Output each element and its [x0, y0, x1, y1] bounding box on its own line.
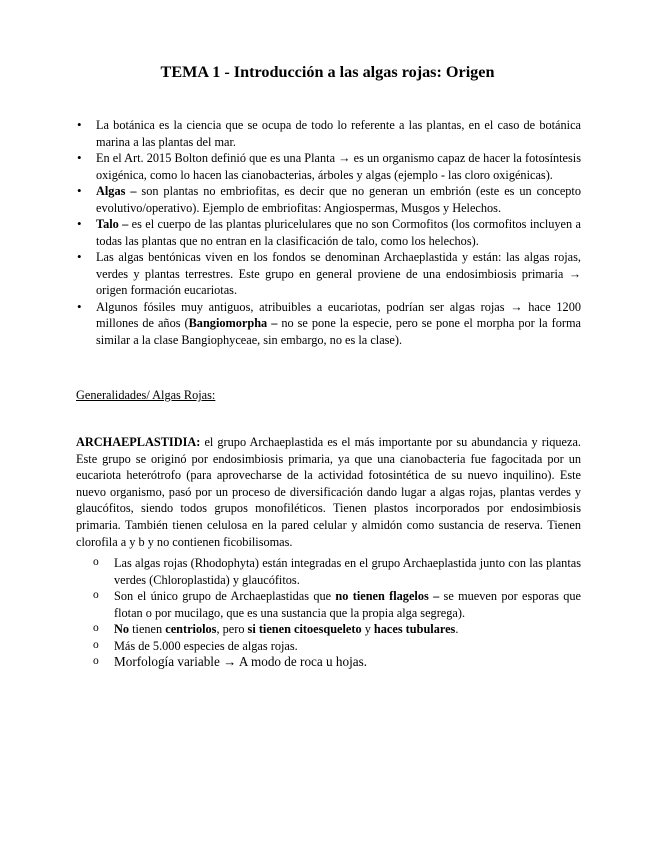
term-no-flagelos: no tienen flagelos – [335, 589, 440, 603]
term-haces-tubulares: haces tubulares [373, 622, 456, 636]
bullet-text: En el Art. 2015 Bolton definió que es una Planta → es un organismo capaz de hacer la fotosíntesis oxigénica, como lo hacen las cianobacterias, árboles y algas (ejemplo - las cloro oxigénicas). [96, 151, 581, 182]
sub-item-text: , pero [216, 622, 248, 636]
archaeplastidia-paragraph [76, 434, 581, 550]
bullet-text: no se pone la especie, pero se pone el morpha por la forma similar a la clase Bangiophyceae, sin embargo, no es la clase). [96, 316, 581, 347]
list-item [93, 555, 581, 588]
bullet-text: La botánica es la ciencia que se ocupa de todo lo referente a las plantas, en el caso de botánica marina a las plantas del mar. [96, 118, 581, 149]
term-algas: Algas – [96, 184, 137, 198]
term-bangiomorpha: Bangiomorpha – [188, 316, 278, 330]
section-heading: Generalidades/ Algas Rojas: [76, 388, 216, 402]
list-item [93, 588, 581, 621]
list-item [93, 654, 581, 671]
sub-item-text: . [455, 622, 459, 636]
term-citoesqueleto: si tienen citoesqueleto [247, 622, 362, 636]
sub-item-text: Más de 5.000 especies de algas rojas. [114, 638, 298, 653]
list-item [76, 249, 581, 299]
term-no: No [114, 622, 130, 636]
list-item [76, 183, 581, 216]
list-item [93, 638, 581, 655]
bullet-text: son plantas no embriofitas, es decir que no generan un embrión (este es un concepto evolutivo/operativo). Ejemplo de embriofitas: Angiospermas, Musgos y Helechos. [96, 184, 581, 215]
term-centriolos: centriolos [165, 622, 217, 636]
sub-item-text: tienen [129, 622, 166, 636]
list-item [76, 117, 581, 150]
list-item [93, 621, 581, 638]
bullet-text: es el cuerpo de las plantas pluricelulares que no son Cormofitos (los cormofitos incluyen a todas las plantas que no entran en la clasificación de talo, como los helechos). [96, 217, 581, 248]
sub-item-text: Morfología variable → A modo de roca u hojas. [114, 654, 368, 669]
page-title: TEMA 1 - Introducción a las algas rojas: Origen [160, 63, 495, 81]
paragraph-lead: ARCHAEPLASTIDIA: [76, 435, 201, 449]
sub-item-text: Son el único grupo de Archaeplastidas que [114, 589, 336, 603]
sub-item-text: Las algas rojas (Rhodophyta) están integradas en el grupo Archaeplastida junto con las plantas verdes (Chloroplastida) y glaucófitos. [114, 556, 581, 587]
sub-item-text: se mueven por esporas que flotan o por mucilago, que es una sustancia que la propia alga segrega). [114, 589, 581, 620]
list-item [76, 216, 581, 249]
list-item [76, 299, 581, 349]
list-item [76, 150, 581, 183]
intro-bullet-list [76, 117, 581, 348]
paragraph-text: el grupo Archaeplastida es el más importante por su abundancia y riqueza. Este grupo se originó por endosimbiosis primaria, ya que una cianobacteria fue fagocitada por un eucariota heterótrofo (para aprovecharse de la actividad fotosintética de su nuevo inquilino). Este nuevo organismo, pasó por un proceso de diversificación dando lugar a algas rojas, plantas verdes y glaucófitos, siendo todos grupos monofiléticos. Tienen plastos incorporados por endosimbiosis primaria. También tienen celulosa en la pared celular y almidón como sustancia de reserva. Tienen clorofila a y b y no contienen ficobilisomas. [76, 435, 581, 549]
bullet-text: Las algas bentónicas viven en los fondos se denominan Archaeplastida y están: las algas rojas, verdes y plantas terrestres. Este grupo en general proviene de una endosimbiosis primaria → origen formación eucariotas. [96, 250, 581, 297]
term-talo: Talo – [96, 217, 129, 231]
bullet-text: Algunos fósiles muy antiguos, atribuibles a eucariotas, podrían ser algas rojas → hace 1200 millones de años ( [96, 299, 581, 330]
sub-item-list [93, 555, 581, 671]
sub-item-text: y [361, 622, 374, 636]
